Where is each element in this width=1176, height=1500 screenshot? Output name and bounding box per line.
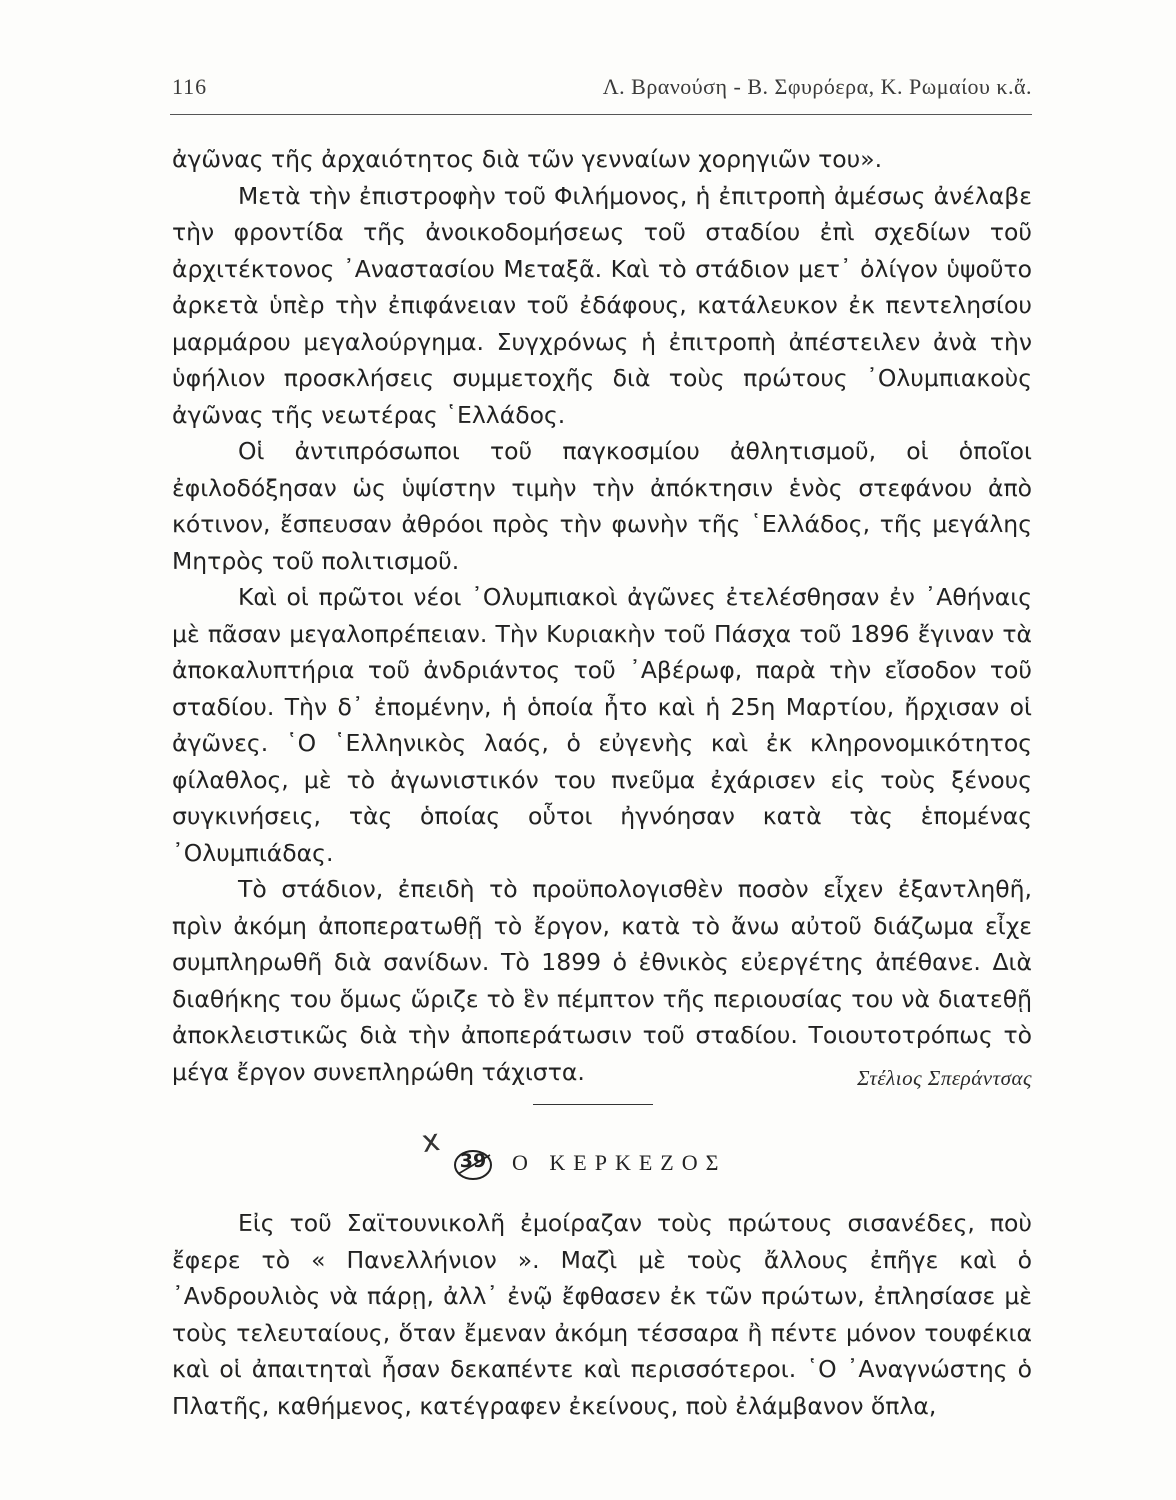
running-head-authors: Λ. Βρανούση - Β. Σφυρόερα, Κ. Ρωμαίου κ.ἄ. xyxy=(602,74,1032,99)
paragraph: Εἰς τοῦ Σαϊτουνικολῆ ἐμοίραζαν τοὺς πρώτους σισανέδες, ποὺ ἔφερε τὸ « Πανελλήνιον ». Μαζὶ μὲ τοὺς ἄλλους ἐπῆγε καὶ ὁ ᾿Ανδρουλιὸς νὰ πάρῃ, ἀλλ᾿ ἐνῷ ἔφθασεν ἐκ τῶν πρώτων, ἐπλησίασε μὲ τοὺς τελευταίους, ὅταν ἔμεναν ἀκόμη τέσσαρα ἢ πέντε μόνον τουφέκια καὶ οἱ ἀπαιτηταὶ ἦσαν δεκαπέντε καὶ περισσότεροι. ῾Ο ᾿Αναγνώστης ὁ Πλατῆς, καθήμενος, κατέγραφεν ἐκείνους, ποὺ ἐλάμβανον ὅπλα, xyxy=(172,1209,1032,1420)
section-number: 39 xyxy=(459,1150,487,1172)
paragraph-continuation: ἀγῶνας τῆς ἀρχαιότητος διὰ τῶν γενναίων χορηγιῶν του». xyxy=(172,145,883,173)
article-one-body xyxy=(172,141,1032,1090)
section-title: Ο ΚΕΡΚΕΖΟΣ xyxy=(512,1150,727,1175)
section-separator xyxy=(533,1104,653,1105)
running-head xyxy=(172,74,1032,108)
paragraph: Μετὰ τὴν ἐπιστροφὴν τοῦ Φιλήμονος, ἡ ἐπιτροπὴ ἀμέσως ἀνέλαβε τὴν φροντίδα τῆς ἀνοικοδομήσεως τοῦ σταδίου ἐπὶ σχεδίων τοῦ ἀρχιτέκτονος ᾿Αναστασίου Μεταξᾶ. Καὶ τὸ στάδιον μετ᾿ ὀλίγον ὑψοῦτο ἀρκετὰ ὑπὲρ τὴν ἐπιφάνειαν τοῦ ἐδάφους, κατάλευκον ἐκ πεντελησίου μαρμάρου μεγαλούργημα. Συγχρόνως ἡ ἐπιτροπὴ ἀπέστειλεν ἀνὰ τὴν ὑφήλιον προσκλήσεις συμμετοχῆς διὰ τοὺς πρώτους ᾿Ολυμπιακοὺς ἀγῶνας τῆς νεωτέρας ῾Ελλάδος. xyxy=(172,181,1032,429)
author-signature: Στέλιος Σπεράντσας xyxy=(857,1066,1032,1090)
header-rule xyxy=(170,114,1032,115)
handwritten-mark: x xyxy=(419,1122,443,1161)
paragraph: Καὶ οἱ πρῶτοι νέοι ᾿Ολυμπιακοὶ ἀγῶνες ἐτελέσθησαν ἐν ᾿Αθήναις μὲ πᾶσαν μεγαλοπρέπειαν. Τὴν Κυριακὴν τοῦ Πάσχα τοῦ 1896 ἔγιναν τὰ ἀποκαλυπτήρια τοῦ ἀνδριάντος τοῦ ᾿Αβέρωφ, παρὰ τὴν εἴσοδον τοῦ σταδίου. Τὴν δ᾿ ἐπομένην, ἡ ὁποία ἦτο καὶ ἡ 25η Μαρτίου, ἤρχισαν οἱ ἀγῶνες. ῾Ο ῾Ελληνικὸς λαός, ὁ εὐγενὴς καὶ ἐκ κληρονομικότητος φίλαθλος, μὲ τὸ ἀγωνιστικόν του πνεῦμα ἐχάρισεν εἰς τοὺς ξένους συγκινήσεις, τὰς ὁποίας οὗτοι ἠγνόησαν κατὰ τὰς ἑπομένας ᾿Ολυμπιάδας. xyxy=(172,583,1032,867)
paragraph: Οἱ ἀντιπρόσωποι τοῦ παγκοσμίου ἀθλητισμοῦ, οἱ ὁποῖοι ἐφιλοδόξησαν ὡς ὑψίστην τιμὴν τὴν ἀπόκτησιν ἑνὸς στεφάνου ἀπὸ κότινον, ἔσπευσαν ἀθρόοι πρὸς τὴν φωνὴν τῆς ῾Ελλάδος, τῆς μεγάλης Μητρὸς τοῦ πολιτισμοῦ. xyxy=(172,437,1032,575)
article-two-body xyxy=(172,1205,1032,1424)
section-number-badge xyxy=(452,1148,494,1182)
page-number: 116 xyxy=(172,74,208,99)
paragraph: Τὸ στάδιον, ἐπειδὴ τὸ προϋπολογισθὲν ποσὸν εἶχεν ἐξαντληθῆ, πρὶν ἀκόμη ἀποπερατωθῇ τὸ ἔργον, κατὰ τὸ ἄνω αὐτοῦ διάζωμα εἶχε συμπληρωθῆ διὰ σανίδων. Τὸ 1899 ὁ ἐθνικὸς εὐεργέτης ἀπέθανε. Διὰ διαθήκης του ὅμως ὥριζε τὸ ἓν πέμπτον τῆς περιουσίας του νὰ διατεθῇ ἀποκλειστικῶς διὰ τὴν ἀποπεράτωσιν τοῦ σταδίου. Τοιουτοτρόπως τὸ μέγα ἔργον συνεπληρώθη τάχιστα. xyxy=(172,875,1032,1086)
